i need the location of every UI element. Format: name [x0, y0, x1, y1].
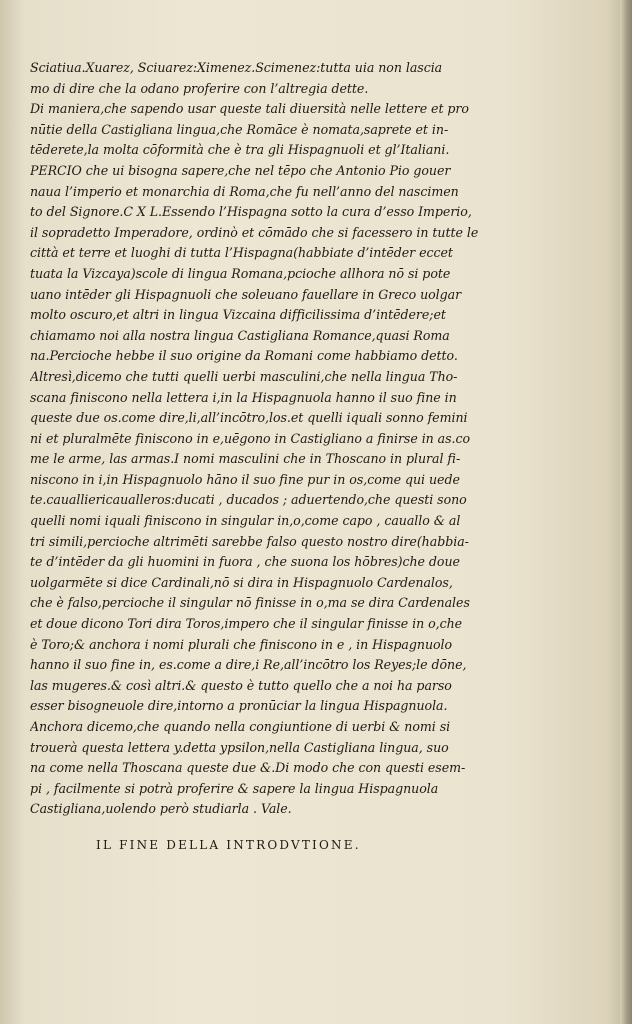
text-line: las mugeres.& così altri.& questo è tutto quello che a noi ha parso — [30, 677, 452, 693]
text-line: tēderete,la molta cōformità che è tra gli Hispagnuoli et gl’Italiani. — [30, 142, 450, 158]
text-line: trouerà questa lettera y.detta ypsilon,nella Castigliana lingua, suo — [30, 739, 449, 755]
text-line: na.Percioche hebbe il suo origine da Romani come habbiamo detto. — [30, 348, 458, 364]
text-line: te d’intēder da gli huomini in fuora , che suona los hōbres)che doue — [30, 554, 460, 570]
text-line: pi , facilmente si potrà proferire & sapere la lingua Hispagnuola — [30, 780, 439, 796]
text-line: che è falso,percioche il singular nō finisse in o,ma se dira Cardenales — [30, 595, 470, 611]
text-line: ni et pluralmēte finiscono in e,uēgono in Castigliano a finirse in as.co — [30, 430, 471, 446]
text-line: quelli nomi iquali finiscono in singular in,o,come capo , cauallo & al — [30, 513, 461, 529]
text-line: hanno il suo fine in, es.come a dire,i Re,all’incōtro los Reyes;le dōne, — [30, 657, 467, 673]
text-line: to del Signore.C X L.Essendo l’Hispagna sotto la cura d’esso Imperio, — [30, 204, 472, 220]
text-line: il sopradetto Imperadore, ordinò et cōmādo che si facessero in tutte le — [30, 224, 479, 240]
text-line: chiamamo noi alla nostra lingua Castigliana Romance,quasi Roma — [30, 327, 450, 343]
text-line: et doue dicono Tori dira Toros,impero che il singular finisse in o,che — [30, 616, 463, 632]
text-line: Sciatiua.Xuarez, Sciuarez:Ximenez.Scimenez:tutta uia non lascia — [30, 60, 443, 75]
text-line: me le arme, las armas.I nomi masculini che in Thoscano in plural fi- — [30, 451, 461, 467]
text-line: naua l’imperio et monarchia di Roma,che fu nell’anno del nascimen — [30, 183, 459, 199]
text-line: na come nella Thoscana queste due &.Di modo che con questi esem- — [30, 760, 466, 776]
text-line: uolgarmēte si dice Cardinali,nō si dira in Hispagnuolo Cardenalos, — [30, 574, 453, 590]
body-text — [30, 58, 500, 820]
text-line: Castigliana,uolendo però studiarla . Vale. — [30, 801, 292, 817]
text-line: città et terre et luoghi di tutta l’Hispagna(habbiate d’intēder eccet — [30, 245, 453, 261]
text-line: Di maniera,che sapendo usar queste tali diuersità nelle lettere et pro — [30, 101, 469, 117]
text-line: è Toro;& anchora i nomi plurali che finiscono in e , in Hispagnuolo — [30, 636, 453, 652]
text-line: scana finiscono nella lettera i,in la Hispagnuola hanno il suo fine in — [30, 389, 457, 405]
text-line: niscono in i,in Hispagnuolo hāno il suo fine pur in os,come qui uede — [30, 471, 460, 487]
text-line: uano intēder gli Hispagnuoli che soleuano fauellare in Greco uolgar — [30, 286, 462, 302]
text-line: mo di dire che la odano proferire con l’altregia dette. — [30, 80, 369, 96]
text-line: Anchora dicemo,che quando nella congiuntione di uerbi & nomi si — [30, 719, 451, 734]
text-line: PERCIO che ui bisogna sapere,che nel tēpo che Antonio Pio gouer — [30, 162, 451, 178]
text-line: te.caualliericaualleros:ducati , ducados ; aduertendo,che questi sono — [30, 492, 467, 508]
page-edge-shadow — [620, 0, 632, 1024]
text-line: tri simili,percioche altrimēti sarebbe falso questo nostro dire(habbia- — [30, 533, 469, 549]
text-line: tuata la Vizcaya)scole di lingua Romana,pcioche allhora nō si pote — [30, 265, 451, 281]
text-line: queste due os.come dire,li,all’incōtro,los.et quelli iquali sonno femini — [30, 410, 468, 426]
text-line: nūtie della Castigliana lingua,che Romāce è nomata,saprete et in- — [30, 121, 449, 137]
text-line: Altresì,dicemo che tutti quelli uerbi masculini,che nella lingua Tho- — [30, 368, 458, 384]
text-line: esser bisogneuole dire,intorno a pronūciar la lingua Hispagnuola. — [30, 698, 448, 714]
text-line: molto oscuro,et altri in lingua Vizcaina difficilissima d’intēdere;et — [30, 307, 446, 323]
colophon: IL FINE DELLA INTRODVTIONE. — [96, 838, 361, 852]
